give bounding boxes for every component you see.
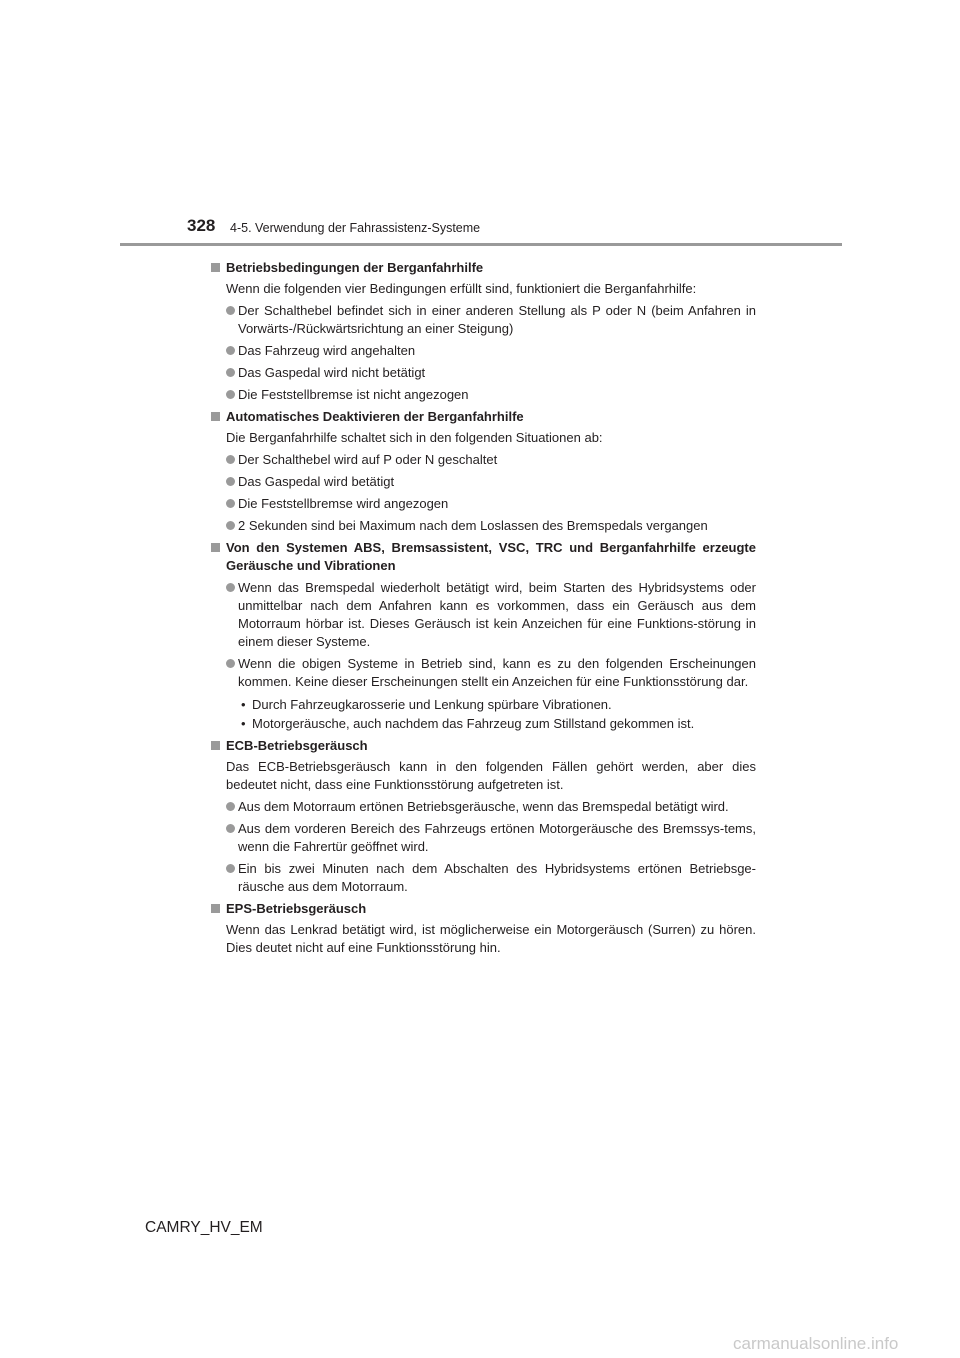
- list-item: Aus dem Motorraum ertönen Betriebsgeräusche, wenn das Bremspedal betätigt wird.: [211, 798, 756, 816]
- header-divider: [120, 243, 842, 246]
- paragraph: Wenn das Lenkrad betätigt wird, ist möglicherweise ein Motorgeräusch (Surren) zu hören. Dies deutet nicht auf eine Funktionsstörung hin.: [226, 922, 756, 955]
- list-item: Die Feststellbremse wird angezogen: [211, 495, 756, 513]
- document-code: CAMRY_HV_EM: [145, 1219, 263, 1236]
- list-item: 2 Sekunden sind bei Maximum nach dem Loslassen des Bremspedals vergangen: [211, 517, 756, 535]
- circle-bullet-icon: [226, 824, 235, 833]
- list-item: Das Gaspedal wird nicht betätigt: [211, 364, 756, 382]
- square-bullet-icon: [211, 263, 220, 272]
- circle-bullet-icon: [226, 521, 235, 530]
- list-item: Das Fahrzeug wird angehalten: [211, 342, 756, 360]
- square-bullet-icon: [211, 904, 220, 913]
- section-heading: EPS-Betriebsgeräusch: [211, 900, 756, 918]
- sub-list-item: • Durch Fahrzeugkarosserie und Lenkung spürbare Vibrationen.: [241, 697, 612, 712]
- list-item: Der Schalthebel wird auf P oder N geschaltet: [211, 451, 756, 469]
- list-item: Aus dem vorderen Bereich des Fahrzeugs ertönen Motorgeräusche des Bremssys-tems, wenn die Fahrertür geöffnet wird.: [211, 820, 756, 856]
- square-bullet-icon: [211, 412, 220, 421]
- sub-list-item: • Motorgeräusche, auch nachdem das Fahrzeug zum Stillstand gekommen ist.: [241, 716, 695, 731]
- sub-bullet-marker: •: [241, 697, 246, 712]
- list-item: Wenn das Bremspedal wiederholt betätigt wird, beim Starten des Hybridsystems oder unmittelbar nach dem Anfahren kann es vorkommen, dass ein Geräusch aus dem Motorraum hörbar ist. Dieses Geräusch ist kein Anzeichen für eine Funktions-störung in einem dieser Systeme.: [211, 579, 756, 651]
- square-bullet-icon: [211, 543, 220, 552]
- list-item: Der Schalthebel befindet sich in einer anderen Stellung als P oder N (beim Anfahren in Vorwärts-/Rückwärtsrichtung an einer Steigung): [211, 302, 756, 338]
- list-item: Die Feststellbremse ist nicht angezogen: [211, 386, 756, 404]
- circle-bullet-icon: [226, 477, 235, 486]
- section-heading: ECB-Betriebsgeräusch: [211, 737, 756, 755]
- section-heading: Automatisches Deaktivieren der Berganfahrhilfe: [211, 408, 756, 426]
- paragraph: Wenn die folgenden vier Bedingungen erfüllt sind, funktioniert die Berganfahrhilfe:: [226, 281, 697, 296]
- paragraph: Die Berganfahrhilfe schaltet sich in den folgenden Situationen ab:: [226, 430, 603, 445]
- circle-bullet-icon: [226, 346, 235, 355]
- section-heading: Betriebsbedingungen der Berganfahrhilfe: [211, 259, 756, 277]
- circle-bullet-icon: [226, 864, 235, 873]
- section-heading: Von den Systemen ABS, Bremsassistent, VSC, TRC und Berganfahrhilfe erzeugte Geräusche und Vibrationen: [211, 539, 756, 575]
- watermark: carmanualsonline.info: [733, 1334, 899, 1353]
- content-body: [211, 255, 756, 957]
- circle-bullet-icon: [226, 390, 235, 399]
- circle-bullet-icon: [226, 455, 235, 464]
- circle-bullet-icon: [226, 368, 235, 377]
- list-item: Wenn die obigen Systeme in Betrieb sind, kann es zu den folgenden Erscheinungen kommen. Keine dieser Erscheinungen stellt ein Anzeichen für eine Funktionsstörung dar.: [211, 655, 756, 691]
- section-title: 4-5. Verwendung der Fahrassistenz-Systeme: [230, 221, 481, 235]
- page-number: 328: [187, 216, 216, 235]
- square-bullet-icon: [211, 741, 220, 750]
- paragraph: Das ECB-Betriebsgeräusch kann in den folgenden Fällen gehört werden, aber dies bedeutet nicht, dass eine Funktionsstörung aufgetreten ist.: [226, 759, 756, 792]
- circle-bullet-icon: [226, 306, 235, 315]
- circle-bullet-icon: [226, 802, 235, 811]
- circle-bullet-icon: [226, 659, 235, 668]
- list-item: Das Gaspedal wird betätigt: [211, 473, 756, 491]
- sub-bullet-marker: •: [241, 716, 246, 731]
- circle-bullet-icon: [226, 583, 235, 592]
- circle-bullet-icon: [226, 499, 235, 508]
- list-item: Ein bis zwei Minuten nach dem Abschalten des Hybridsystems ertönen Betriebsge-räusche aus dem Motorraum.: [211, 860, 756, 896]
